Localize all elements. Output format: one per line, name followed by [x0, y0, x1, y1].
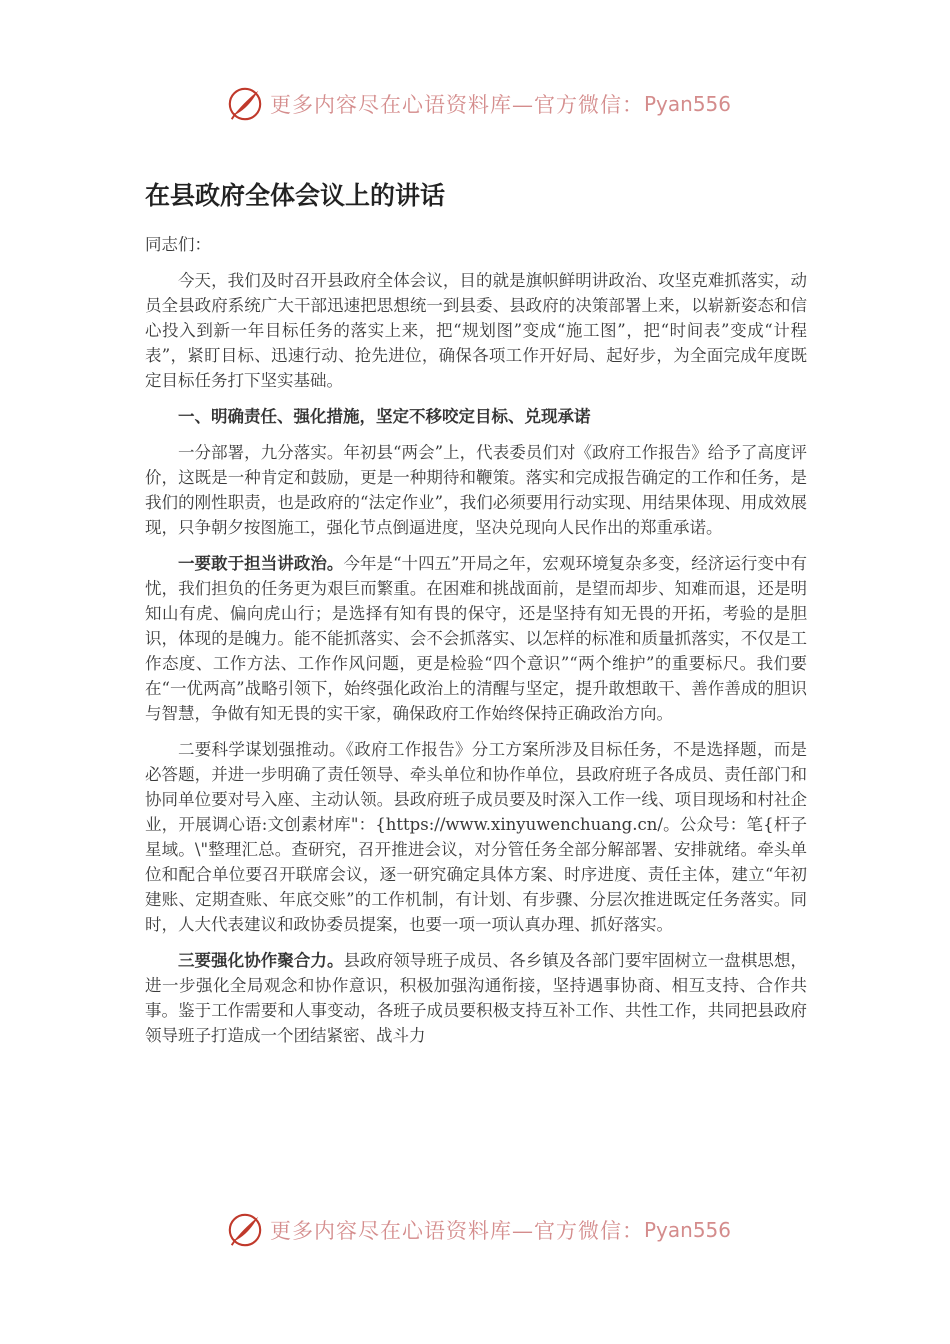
salutation: 同志们： — [145, 235, 211, 254]
banner-text: 更多内容尽在心语资料库—官方微信： — [270, 93, 644, 117]
section-heading: 一、明确责任、强化措施，坚定不移咬定目标、兑现承诺 — [178, 407, 591, 426]
banner-wechat-id: Pyan556 — [644, 92, 732, 116]
point-one-text: 今年是“十四五”开局之年，宏观环境复杂多变，经济运行变中有忧，我们担负的任务更为艰巨而繁重。在困难和挑战面前，是望而却步、知难而退，还是明知山有虎、偏向虎山行；是选择有知有畏的保守，还是坚持有知无畏的开拓，考验的是胆识，体现的是魄力。能不能抓落实、会不会抓落实、以怎样的标准和质量抓落实，不仅是工作态度、工作方法、工作作风问题，更是检验“四个意识”“两个维护”的重要标尺。我们要在“一优两高”战略引领下，始终强化政治上的清醒与坚定，提升敢想敢干、善作善成的胆识与智慧，争做有知无畏的实干家，确保政府工作始终保持正确政治方向。 — [145, 554, 808, 723]
quill-pen-logo-icon — [226, 85, 264, 123]
banner-wechat-id: Pyan556 — [644, 1218, 732, 1242]
document-body — [145, 232, 807, 1059]
intro-paragraph: 今天，我们及时召开县政府全体会议，目的就是旗帜鲜明讲政治、攻坚克难抓落实，动员全县政府系统广大干部迅速把思想统一到县委、县政府的决策部署上来，以崭新姿态和信心投入到新一年目标任务的落实上来，把“规划图”变成“施工图”，把“时间表”变成“计程表”，紧盯目标、迅速行动、抢先进位，确保各项工作开好局、起好步，为全面完成年度既定目标任务打下坚实基础。 — [145, 271, 807, 390]
footer-banner — [226, 1210, 731, 1250]
point-three-paragraph — [145, 948, 807, 1048]
point-one-lead: 一要敢于担当讲政治。 — [178, 554, 344, 573]
point-two-text: 《政府工作报告》分工方案所涉及目标任务，不是选择题，而是必答题，并进一步明确了责任领导、牵头单位和协作单位，县政府班子各成员、责任部门和协同单位要对号入座、主动认领。县政府班子成员要及时深入工作一线、项目现场和村社企业，开展调心语:文创素材库"：{https://www.xinyuwenchuang.cn/。公众号：笔{杆子星域。\"整理汇总。查研究，召开推进会议，对分管任务全部分解部署、安排就绪。牵头单位和配合单位要召开联席会议，逐一研究确定具体方案、时序进度、责任主体，建立“年初建账、定期查账、年底交账”的工作机制，有计划、有步骤、分层次推进既定任务落实。同时，人大代表建议和政协委员提案，也要一项一项认真办理、抓好落实。 — [145, 740, 808, 934]
point-three-text: 县政府领导班子成员、各乡镇及各部门要牢固树立一盘棋思想，进一步强化全局观念和协作意识，积极加强沟通衔接，坚持遇事协商、相互支持、合作共事。鉴于工作需要和人事变动，各班子成员要积极支持互补工作、共性工作，共同把县政府领导班子打造成一个团结紧密、战斗力 — [145, 951, 808, 1045]
point-two-paragraph — [145, 737, 807, 937]
point-three-lead: 三要强化协作聚合力。 — [178, 951, 344, 970]
banner-text: 更多内容尽在心语资料库—官方微信： — [270, 1219, 644, 1243]
document-title: 在县政府全体会议上的讲话 — [145, 181, 446, 210]
section-paragraph: 一分部署，九分落实。年初县“两会”上，代表委员们对《政府工作报告》给予了高度评价，这既是一种肯定和鼓励，更是一种期待和鞭策。落实和完成报告确定的工作和任务，是我们的刚性职责，也是政府的“法定作业”，我们必须要用行动实现、用结果体现、用成效展现，只争朝夕按图施工，强化节点倒逼进度，坚决兑现向人民作出的郑重承诺。 — [145, 443, 807, 537]
point-two-lead: 二要科学谋划强推动。 — [178, 740, 346, 759]
quill-pen-logo-icon — [226, 1211, 264, 1249]
point-one-paragraph — [145, 551, 807, 726]
header-banner — [226, 84, 731, 124]
